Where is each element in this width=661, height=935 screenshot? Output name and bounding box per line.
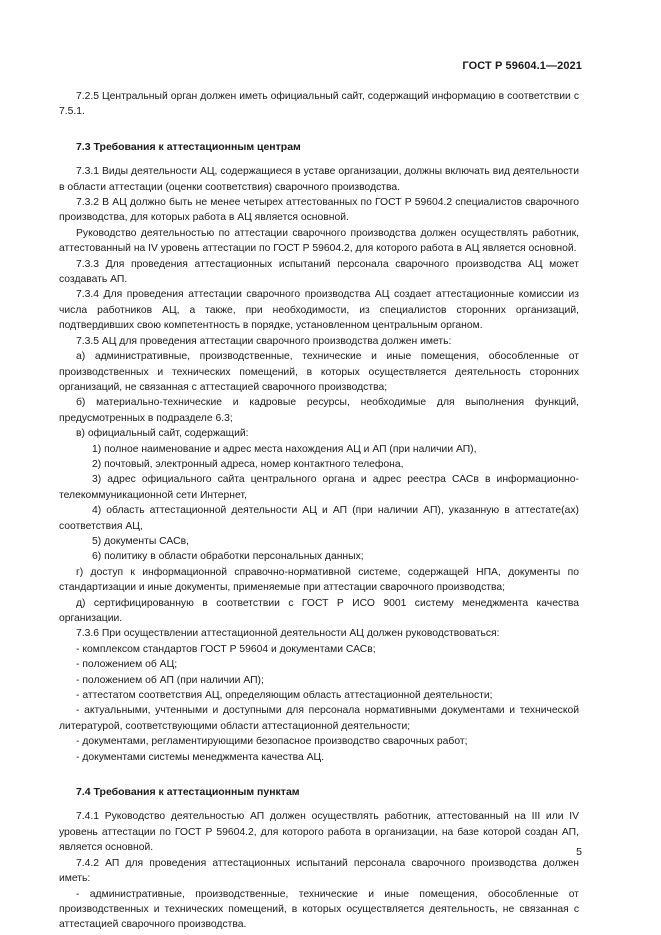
paragraph: 7.3.2 В АЦ должно быть не менее четырех аттестованных по ГОСТ Р 59604.2 специалистов сварочного производства, для которых работа в АЦ является основной.	[59, 197, 579, 224]
paragraph: д) сертифицированную в соответствии с ГОСТ Р ИСО 9001 систему менеджмента качества организации.	[59, 597, 579, 624]
section-heading: 7.4 Требования к аттестационным пунктам	[76, 786, 300, 799]
paragraph: - положением об АЦ;	[76, 659, 178, 671]
paragraph: 5) документы САСв,	[92, 535, 189, 547]
paragraph: 7.3.4 Для проведения аттестации сварочного производства АЦ создает аттестационные комиссии из числа работников АЦ, а также, при необходимости, из специалистов сторонних организаций, подтвердивших свою компетентность в порядке, установленном центральным органом.	[59, 289, 579, 332]
paragraph: - документами системы менеджмента качества АЦ.	[76, 751, 325, 763]
spacer	[59, 765, 579, 772]
paragraph: - аттестатом соответствия АЦ, определяющим область аттестационной деятельности;	[76, 690, 493, 702]
paragraph: 7.3.6 При осуществлении аттестационной деятельности АЦ должен руководствоваться:	[76, 628, 500, 640]
paragraph: 7.4.1 Руководство деятельностью АП должен осуществлять работник, аттестованный на III или IV уровень аттестации по ГОСТ Р 59604.2, для которого работа в организации, на базе которой создан АП, является основной.	[59, 811, 579, 854]
paragraph: 7.3.1 Виды деятельности АЦ, содержащиеся в уставе организации, должны включать вид деятельности в области аттестации (оценки соответствия) сварочного производства.	[59, 166, 579, 193]
section-heading: 7.3 Требования к аттестационным центрам	[76, 140, 301, 153]
paragraph: в) официальный сайт, содержащий:	[76, 428, 249, 440]
paragraph: 1) полное наименование и адрес места нахождения АЦ и АП (при наличии АП),	[92, 443, 477, 455]
paragraph: - документами, регламентирующими безопасное производство сварочных работ;	[76, 736, 468, 748]
paragraph: 2) почтовый, электронный адреса, номер контактного телефона,	[92, 458, 404, 470]
paragraph: - административные, производственные, технические и иные помещения, обособленные от производственных и технических помещений, в которых осуществляется деятельность, не связанная с аттестацией сварочного производства.	[59, 888, 579, 931]
paragraph: - комплексом стандартов ГОСТ Р 59604 и документами САСв;	[76, 643, 376, 655]
paragraph: г) доступ к информационной справочно-нормативной системе, содержащей НПА, документы по стандартизации и иные документы, применяемые при аттестации сварочного производства;	[59, 566, 579, 594]
document-body	[59, 89, 579, 933]
paragraph: 7.2.5 Центральный орган должен иметь официальный сайт, содержащий информацию в соответствии с 7.5.1.	[59, 91, 579, 118]
paragraph: - актуальными, учтенными и доступными для персонала нормативными документами и технической литературой, соответствующими области аттестационной деятельности;	[59, 705, 579, 732]
paragraph: 7.4.2 АП для проведения аттестационных испытаний персонала сварочного производства должен иметь:	[59, 857, 579, 885]
document-header: ГОСТ Р 59604.1—2021	[462, 60, 582, 72]
paragraph: 3) адрес официального сайта центрального органа и адрес реестра САСв в информационно-телекоммуникационной сети Интернет,	[59, 474, 579, 501]
paragraph: 4) область аттестационной деятельности АЦ и АП (при наличии АП), указанную в аттестате(ах) соответствия АЦ,	[59, 505, 579, 532]
paragraph: б) материально-технические и кадровые ресурсы, необходимые для выполнения функций, предусмотренных в подразделе 6.3;	[59, 397, 579, 424]
paragraph: а) административные, производственные, технические и иные помещения, обособленные от производственных и технических помещений, в которых осуществляется деятельность сторонних организаций, не связанная с аттестацией сварочного производства;	[59, 351, 579, 393]
page-number: 5	[576, 846, 582, 858]
paragraph: 7.3.5 АЦ для проведения аттестации сварочного производства должен иметь:	[76, 335, 452, 347]
paragraph: Руководство деятельностью по аттестации сварочного производства должен осуществлять работник, аттестованный на IV уровень аттестации по ГОСТ Р 59604.2, для которого работа в АЦ является основной.	[59, 227, 579, 255]
paragraph: 7.3.3 Для проведения аттестационных испытаний персонала сварочного производства АЦ может создавать АП.	[59, 258, 579, 286]
spacer	[59, 120, 579, 127]
paragraph: 6) политику в области обработки персональных данных;	[92, 551, 364, 563]
paragraph: - положением об АП (при наличии АП);	[76, 674, 264, 686]
